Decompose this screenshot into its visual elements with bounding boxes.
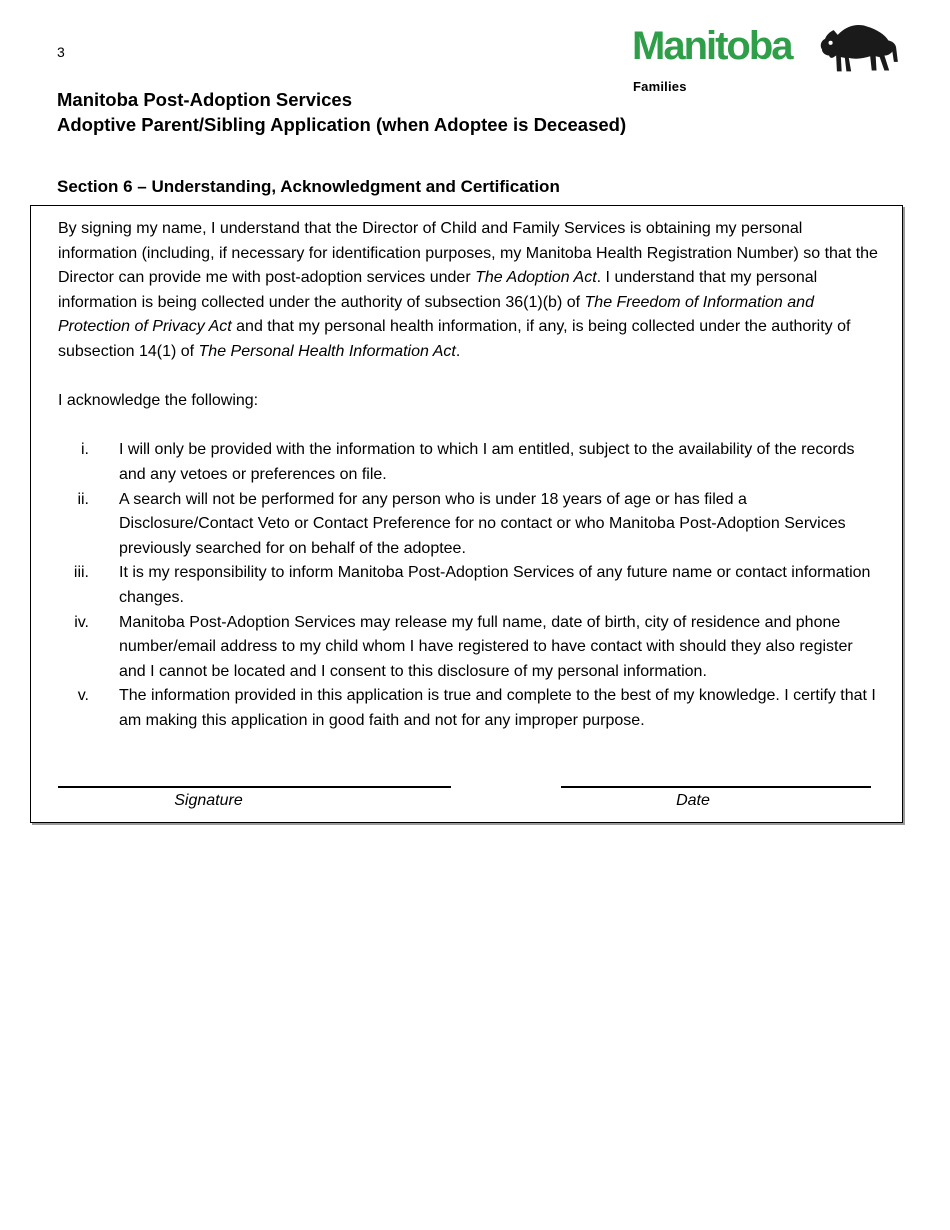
list-item-text: The information provided in this application is true and complete to the best of my knowledge. I certify that I am making this application in good faith and not for any improper purpose. bbox=[119, 687, 876, 729]
list-item-marker: iv. bbox=[74, 613, 89, 631]
signature-field bbox=[58, 774, 451, 814]
bison-icon bbox=[810, 12, 905, 80]
page-number: 3 bbox=[57, 44, 65, 60]
date-line[interactable] bbox=[561, 774, 871, 788]
list-item bbox=[58, 561, 879, 610]
acknowledgment-list bbox=[58, 438, 879, 733]
list-item-text: Manitoba Post-Adoption Services may release my full name, date of birth, city of residence and phone number/email address to my child whom I have registered to have contact with should they also register and I cannot be located and I consent to this disclosure of my personal information. bbox=[119, 613, 853, 680]
signature-line[interactable] bbox=[58, 774, 451, 788]
list-item bbox=[58, 684, 879, 733]
section-heading: Section 6 – Understanding, Acknowledgment and Certification bbox=[57, 177, 560, 196]
manitoba-wordmark: Manitoba bbox=[632, 24, 792, 68]
list-item bbox=[58, 438, 879, 487]
signature-label: Signature bbox=[174, 792, 243, 810]
acknowledge-intro: I acknowledge the following: bbox=[58, 392, 259, 410]
document-title bbox=[57, 87, 626, 137]
certification-box bbox=[30, 205, 903, 823]
manitoba-logo bbox=[630, 12, 910, 102]
logo-department-label: Families bbox=[633, 79, 687, 94]
list-item-text: A search will not be performed for any person who is under 18 years of age or has filed a Disclosure/Contact Veto or Contact Preference for no contact or who Manitoba Post-Adoption Services previously searched for on behalf of the adoptee. bbox=[119, 490, 846, 557]
document-title-line2: Adoptive Parent/Sibling Application (when Adoptee is Deceased) bbox=[57, 114, 627, 135]
list-item-text: It is my responsibility to inform Manitoba Post-Adoption Services of any future name or contact information changes. bbox=[119, 564, 871, 606]
date-label: Date bbox=[676, 792, 710, 810]
list-item bbox=[58, 611, 879, 685]
date-field bbox=[561, 774, 871, 814]
certification-paragraph: By signing my name, I understand that the Director of Child and Family Services is obtaining my personal information (including, if necessary for identification purposes, my Manitoba Health Registration Number) so that the Director can provide me with post-adoption services under The Adoption Act. I understand that my personal information is being collected under the authority of subsection 36(1)(b) of The Freedom of Information and Protection of Privacy Act and that my personal health information, if any, is being collected under the authority of subsection 14(1) of The Personal Health Information Act. bbox=[58, 220, 878, 360]
list-item bbox=[58, 488, 879, 562]
list-item-marker: v. bbox=[77, 687, 89, 705]
document-title-line1: Manitoba Post-Adoption Services bbox=[57, 89, 353, 110]
list-item-marker: ii. bbox=[77, 490, 89, 508]
signature-row bbox=[31, 774, 902, 814]
list-item-marker: i. bbox=[81, 441, 89, 459]
list-item-marker: iii. bbox=[73, 564, 89, 582]
list-item-text: I will only be provided with the information to which I am entitled, subject to the availability of the records and any vetoes or preferences on file. bbox=[119, 441, 855, 483]
